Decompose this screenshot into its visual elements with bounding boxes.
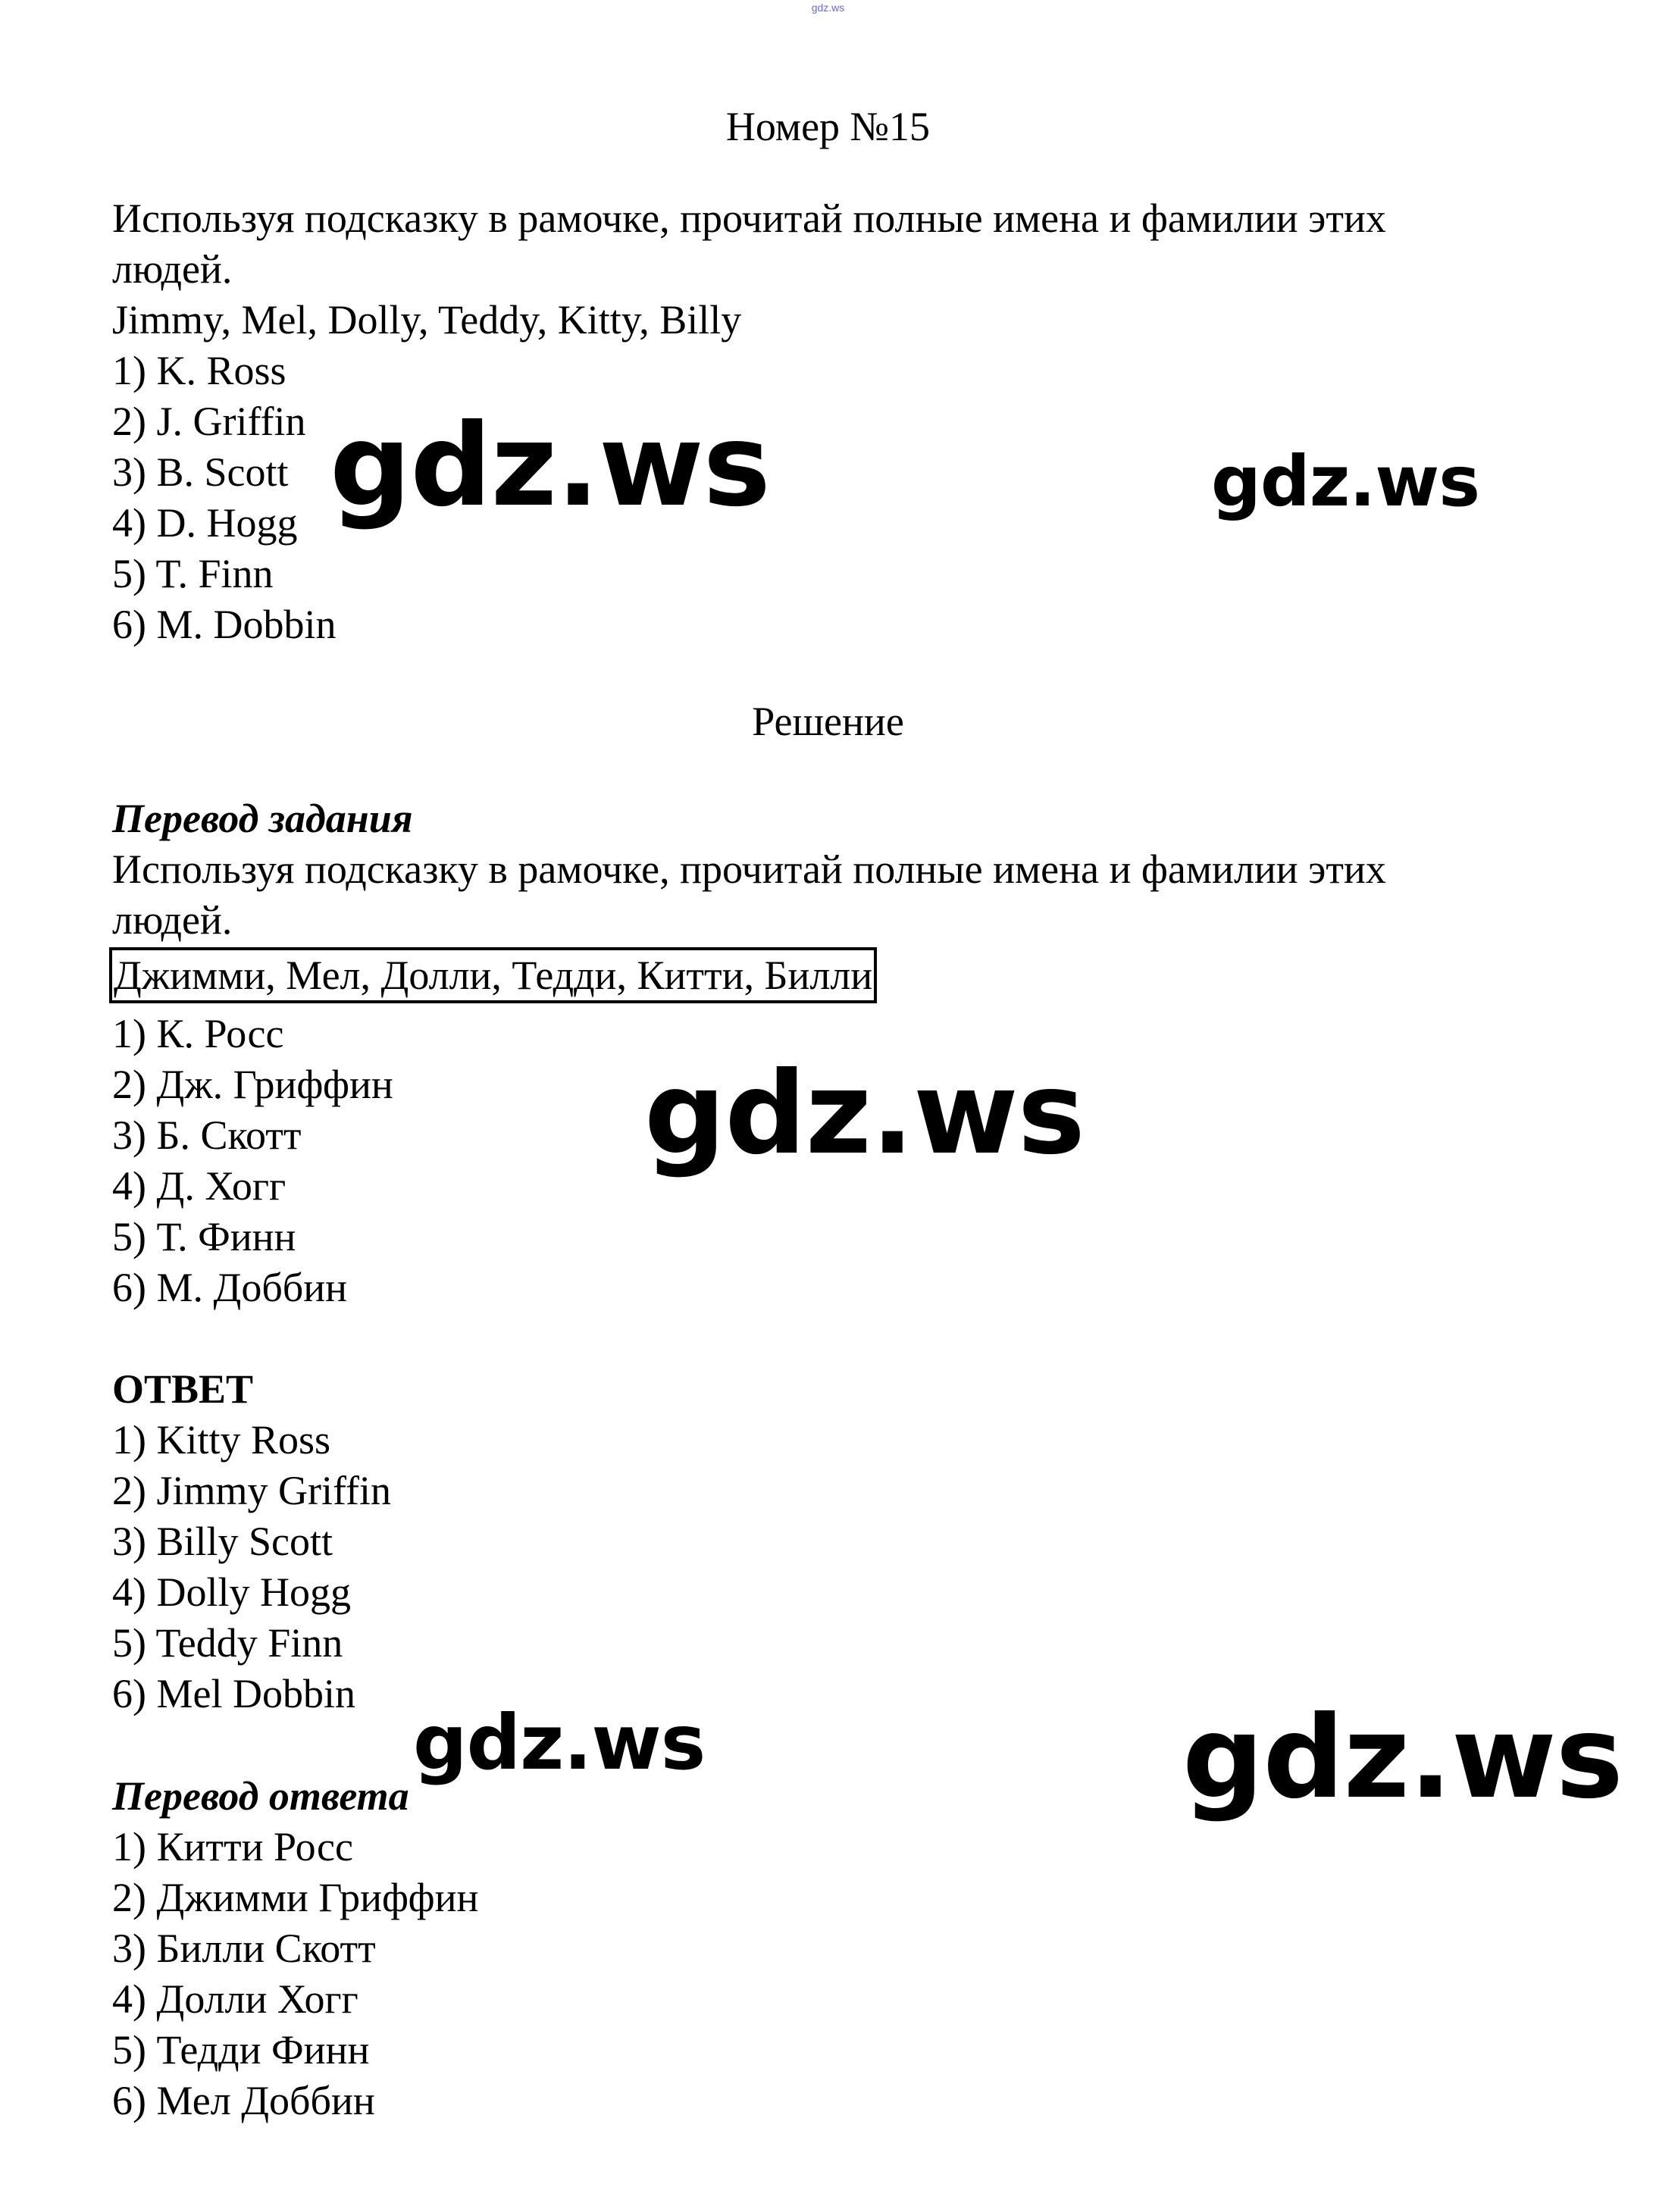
- answer-item-2: 2) Jimmy Griffin: [112, 1468, 391, 1513]
- translation-item-3: 3) Б. Скотт: [112, 1112, 302, 1158]
- answer-item-4: 4) Dolly Hogg: [112, 1569, 351, 1615]
- task-names-list: Jimmy, Mel, Dolly, Teddy, Kitty, Billy: [112, 297, 742, 343]
- top-watermark: gdz.ws: [811, 2, 845, 14]
- task-item-2: 2) J. Griffin: [112, 399, 306, 444]
- answer-heading: ОТВЕТ: [112, 1366, 254, 1412]
- task-item-5: 5) T. Finn: [112, 551, 274, 596]
- page-title: Номер №15: [725, 104, 931, 149]
- answer-translation-item-1: 1) Китти Росс: [112, 1824, 353, 1869]
- task-item-1: 1) K. Ross: [112, 348, 286, 393]
- translation-heading: Перевод задания: [112, 796, 413, 841]
- watermark-1: gdz.ws: [330, 400, 770, 532]
- translation-item-1: 1) К. Росс: [112, 1011, 284, 1056]
- task-text-line-1: Используя подсказку в рамочке, прочитай полные имена и фамилии этих: [112, 196, 1386, 241]
- answer-item-5: 5) Teddy Finn: [112, 1620, 343, 1666]
- translation-names-box-row: [112, 947, 877, 1003]
- task-item-6: 6) M. Dobbin: [112, 602, 337, 647]
- answer-item-6: 6) Mel Dobbin: [112, 1671, 355, 1716]
- translation-text-line-2: людей.: [112, 897, 233, 943]
- answer-translation-item-2: 2) Джимми Гриффин: [112, 1875, 479, 1920]
- solution-heading: Решение: [752, 699, 904, 744]
- translation-names-box: Джимми, Мел, Долли, Тедди, Китти, Билли: [109, 947, 877, 1003]
- answer-item-3: 3) Billy Scott: [112, 1519, 333, 1564]
- answer-translation-heading: Перевод ответа: [112, 1773, 409, 1819]
- watermark-3: gdz.ws: [644, 1048, 1085, 1180]
- translation-text-line-1: Используя подсказку в рамочке, прочитай полные имена и фамилии этих: [112, 846, 1386, 892]
- task-item-3: 3) B. Scott: [112, 449, 289, 495]
- watermark-5: gdz.ws: [1182, 1692, 1623, 1824]
- translation-item-6: 6) М. Доббин: [112, 1265, 348, 1310]
- translation-item-4: 4) Д. Хогг: [112, 1163, 286, 1209]
- answer-item-1: 1) Kitty Ross: [112, 1417, 331, 1463]
- translation-item-5: 5) Т. Финн: [112, 1214, 296, 1259]
- answer-translation-item-6: 6) Мел Доббин: [112, 2078, 375, 2123]
- task-text-line-2: людей.: [112, 246, 233, 292]
- watermark-2: gdz.ws: [1211, 441, 1479, 522]
- answer-translation-item-3: 3) Билли Скотт: [112, 1926, 376, 1971]
- watermark-4: gdz.ws: [413, 1698, 706, 1787]
- answer-translation-item-4: 4) Долли Хогг: [112, 1976, 358, 2022]
- translation-item-2: 2) Дж. Гриффин: [112, 1062, 393, 1107]
- answer-translation-item-5: 5) Тедди Финн: [112, 2027, 370, 2073]
- task-item-4: 4) D. Hogg: [112, 500, 298, 546]
